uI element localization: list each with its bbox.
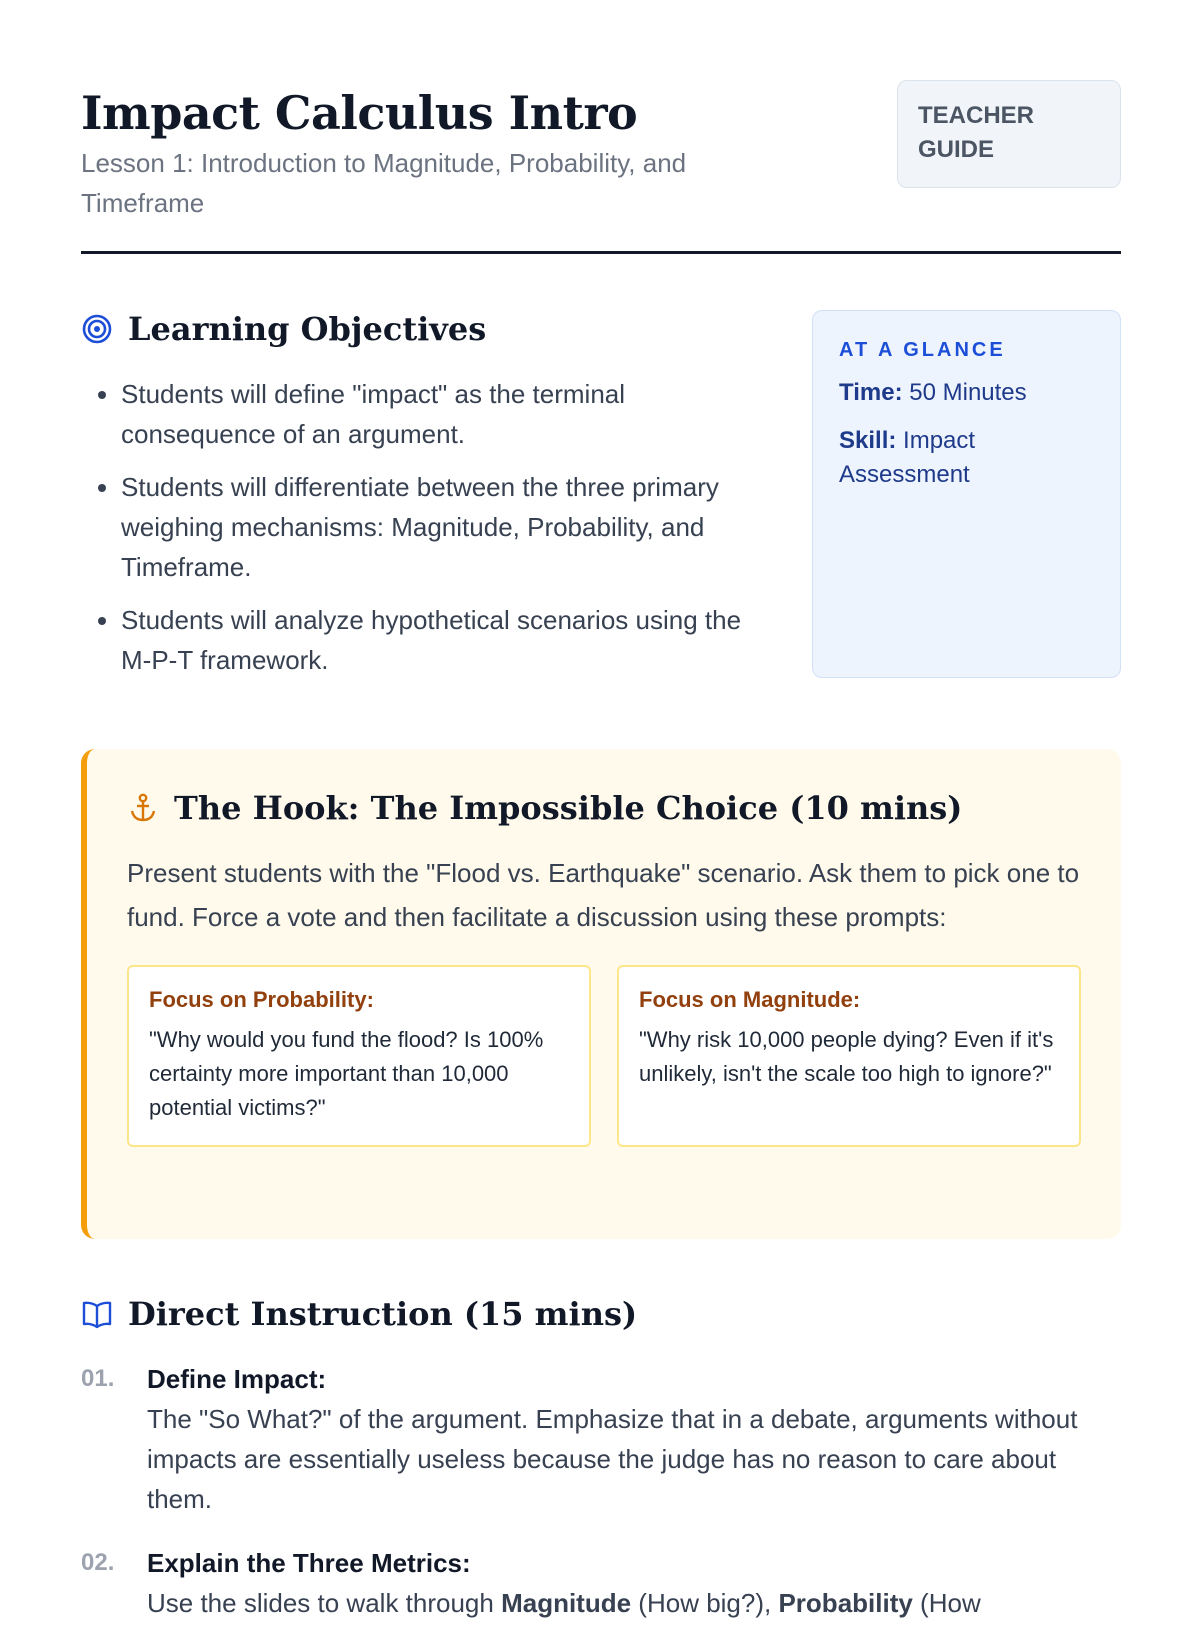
teacher-guide-badge [897, 80, 1121, 188]
glance-time [839, 376, 1094, 410]
target-icon [81, 313, 113, 345]
step-heading: Explain the Three Metrics: [147, 1547, 471, 1578]
step-heading: Define Impact: [147, 1363, 327, 1394]
prompt-label: Focus on Magnitude: [639, 986, 861, 1012]
instruction-steps [81, 1359, 1121, 1623]
prompt-text: "Why risk 10,000 people dying? Even if it's unlikely, isn't the scale too high to ignore?" [639, 1026, 1054, 1086]
direct-title: Direct Instruction (15 mins) [128, 1294, 638, 1333]
direct-instruction-section [81, 1295, 1121, 1623]
skill-value: Impact Assessment [839, 426, 976, 488]
book-icon [81, 1298, 113, 1330]
prompt-card-probability [127, 965, 591, 1147]
time-value: 50 Minutes [909, 378, 1027, 406]
list-item: • Students will differentiate between the three primary weighing mechanisms: Magnitude, Probability, and Timeframe. [121, 467, 761, 587]
direct-heading [81, 1295, 1121, 1333]
hook-body: Present students with the "Flood vs. Earthquake" scenario. Ask them to pick one to fund. Force a vote and then facilitate a discussion using these prompts: [127, 857, 1080, 932]
glance-skill [839, 424, 1094, 492]
prompt-text: "Why would you fund the flood? Is 100% certainty more important than 10,000 potential victims?" [149, 1026, 544, 1120]
step-number: 02. [81, 1548, 115, 1576]
header [81, 80, 1121, 254]
page-subtitle: Lesson 1: Introduction to Magnitude, Probability, and Timeframe [81, 147, 687, 218]
glance-title: AT A GLANCE [839, 338, 1006, 361]
list-item [81, 1543, 1121, 1623]
list-item: • Students will analyze hypothetical scenarios using the M-P-T framework. [121, 600, 761, 680]
step-text-mid-2: (How [912, 1587, 981, 1618]
hook-section [81, 749, 1121, 1239]
prompt-cards [127, 965, 1081, 1147]
at-a-glance-card [812, 310, 1121, 678]
list-item [81, 1359, 1121, 1519]
header-text [81, 80, 771, 223]
step-text-pre: Use the slides to walk through [147, 1587, 502, 1618]
badge-line-1: TEACHER [918, 102, 1035, 129]
step-number: 01. [81, 1364, 115, 1392]
page-title: Impact Calculus Intro [81, 86, 638, 140]
objectives-list [81, 374, 761, 680]
hook-title: The Hook: The Impossible Choice (10 mins) [174, 788, 963, 827]
objectives-title: Learning Objectives [128, 309, 487, 348]
objectives-heading [81, 310, 761, 348]
lesson-page [81, 80, 1121, 1647]
prompt-card-magnitude [617, 965, 1081, 1147]
step-body [147, 1543, 1121, 1623]
list-item: • Students will define "impact" as the terminal consequence of an argument. [121, 374, 761, 454]
term-probability: Probability [778, 1587, 913, 1618]
step-text-mid-1: (How big?), [631, 1587, 779, 1618]
step-text: The "So What?" of the argument. Emphasize that in a debate, arguments without impacts are essentially useless because the judge has no reason to care about them. [147, 1403, 1078, 1514]
term-magnitude: Magnitude [501, 1587, 632, 1618]
step-body [147, 1359, 1121, 1519]
objectives-row [81, 310, 1121, 693]
hook-heading [127, 789, 1081, 827]
learning-objectives [81, 310, 761, 693]
badge-line-2: GUIDE [918, 136, 995, 163]
time-label: Time: [839, 378, 903, 406]
step-text [147, 1583, 1121, 1623]
anchor-icon [127, 792, 159, 824]
prompt-label: Focus on Probability: [149, 986, 374, 1012]
skill-label: Skill: [839, 426, 897, 454]
